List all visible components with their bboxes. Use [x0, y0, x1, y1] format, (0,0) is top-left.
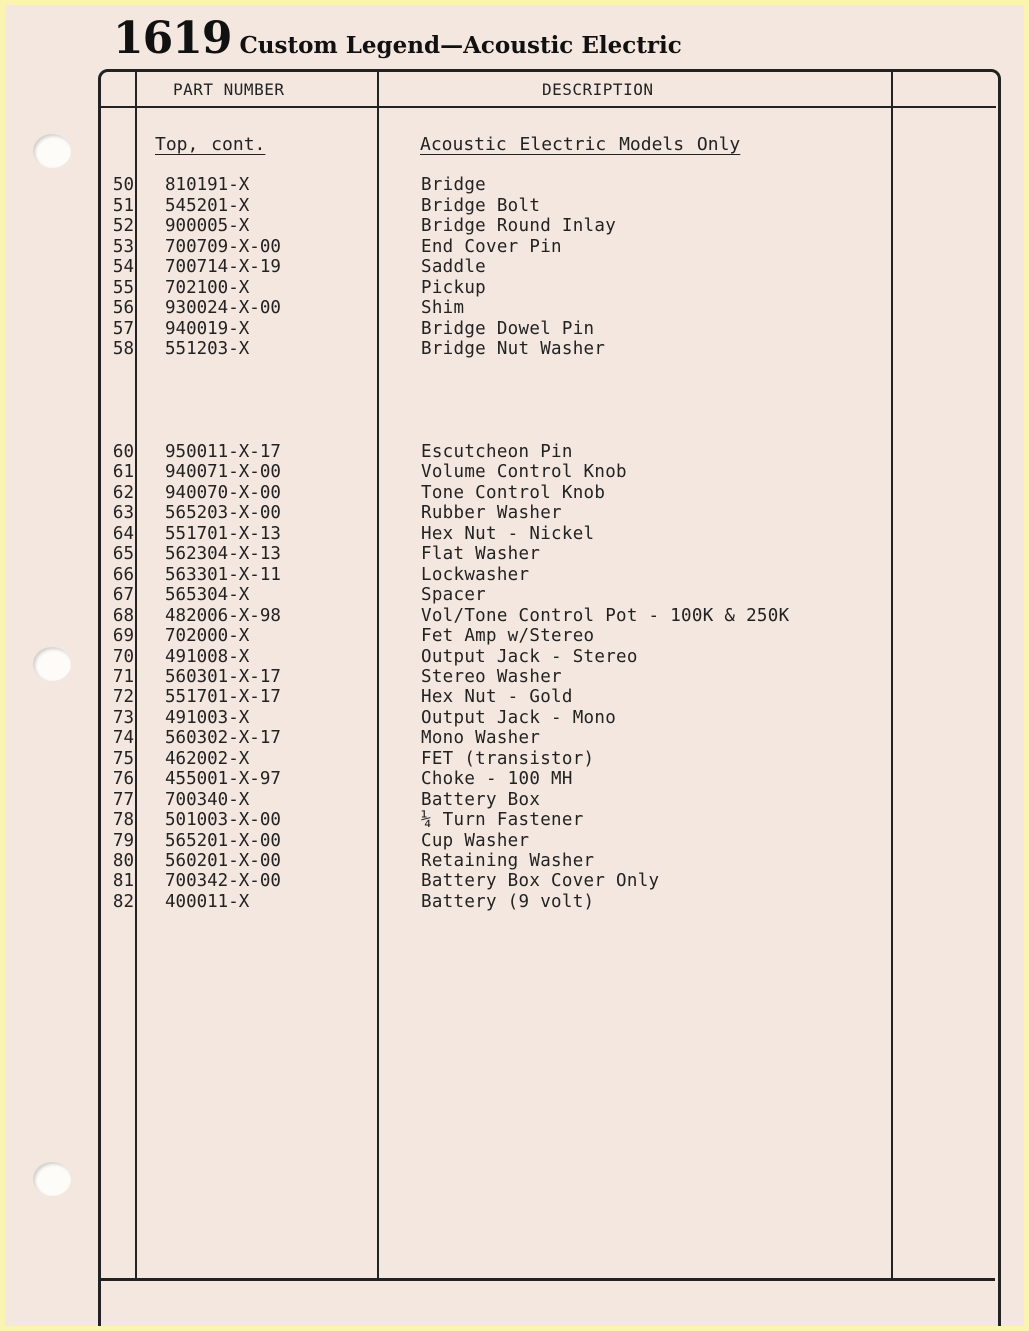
part-number: 400011-X	[165, 891, 250, 912]
part-description: Battery Box	[421, 789, 541, 810]
item-number: 65	[112, 544, 134, 565]
part-description: Bridge Nut Washer	[421, 339, 606, 359]
table-row	[5, 544, 1024, 564]
part-description: Stereo Washer	[421, 666, 562, 687]
part-description: Shim	[421, 298, 465, 318]
item-number: 81	[112, 871, 134, 892]
item-number: 69	[112, 626, 134, 647]
part-number: 563301-X-11	[165, 564, 281, 585]
table-row	[5, 196, 1024, 216]
part-number: 700709-X-00	[165, 236, 281, 257]
table-row	[5, 749, 1024, 769]
part-description: Vol/Tone Control Pot - 100K & 250K	[421, 605, 790, 626]
table-row	[5, 216, 1024, 236]
table-row	[5, 851, 1024, 871]
item-number: 73	[112, 707, 134, 728]
part-number: 940019-X	[165, 318, 250, 339]
part-number: 560302-X-17	[165, 728, 281, 749]
table-row	[5, 462, 1024, 482]
parts-table	[5, 5, 1024, 1326]
item-number: 74	[112, 728, 134, 749]
part-number: 551701-X-17	[165, 687, 281, 708]
part-description: Choke - 100 MH	[421, 769, 573, 790]
part-number: 700342-X-00	[165, 871, 281, 892]
section-part-label: Top, cont.	[155, 134, 266, 155]
part-description: Mono Washer	[421, 728, 541, 749]
part-description: Volume Control Knob	[421, 462, 627, 483]
item-number: 70	[112, 646, 134, 667]
catalog-page	[5, 5, 1024, 1326]
part-number: 700340-X	[165, 789, 250, 810]
item-number: 60	[112, 442, 134, 462]
part-description: Bridge Bolt	[421, 195, 541, 216]
part-number: 491008-X	[165, 646, 250, 667]
section-description-label: Acoustic Electric Models Only	[420, 134, 741, 155]
table-row	[5, 892, 1024, 912]
table-row	[5, 687, 1024, 707]
item-number: 76	[112, 769, 134, 790]
item-number: 53	[112, 236, 134, 257]
item-number: 51	[112, 195, 134, 216]
table-row	[5, 175, 1024, 195]
table-row	[5, 769, 1024, 789]
column-header-description: DESCRIPTION	[542, 80, 654, 99]
part-description: End Cover Pin	[421, 236, 562, 257]
table-row	[5, 606, 1024, 626]
table-row	[5, 871, 1024, 891]
part-description: Rubber Washer	[421, 503, 562, 524]
item-number: 50	[112, 175, 134, 195]
table-row	[5, 237, 1024, 257]
part-description: Escutcheon Pin	[421, 442, 573, 462]
part-number: 455001-X-97	[165, 769, 281, 790]
part-description: Retaining Washer	[421, 851, 595, 871]
part-description: Output Jack - Stereo	[421, 646, 638, 667]
part-number: 565201-X-00	[165, 830, 281, 851]
table-row	[5, 831, 1024, 851]
part-description: Lockwasher	[421, 564, 530, 585]
item-number: 52	[112, 216, 134, 236]
part-description: Spacer	[421, 585, 487, 606]
item-number: 64	[112, 523, 134, 544]
part-description: Bridge	[421, 175, 487, 195]
table-row	[5, 442, 1024, 462]
header-divider	[100, 106, 996, 108]
table-row	[5, 298, 1024, 318]
part-number: 560301-X-17	[165, 666, 281, 687]
part-description: Battery (9 volt)	[421, 891, 595, 912]
table-row	[5, 728, 1024, 748]
table-row	[5, 319, 1024, 339]
part-number: 462002-X	[165, 748, 250, 769]
part-number: 702100-X	[165, 277, 250, 298]
item-number: 67	[112, 585, 134, 606]
part-description: Bridge Round Inlay	[421, 216, 617, 236]
part-number: 545201-X	[165, 195, 250, 216]
item-number: 61	[112, 462, 134, 483]
table-row	[5, 626, 1024, 646]
part-description: Saddle	[421, 257, 487, 277]
table-bottom-edge	[98, 1278, 995, 1281]
part-number: 950011-X-17	[165, 442, 281, 462]
part-number: 565203-X-00	[165, 503, 281, 524]
item-number: 82	[112, 891, 134, 912]
part-description: ¼ Turn Fastener	[421, 810, 584, 831]
part-description: Battery Box Cover Only	[421, 871, 660, 892]
part-number: 930024-X-00	[165, 298, 281, 318]
part-number: 551701-X-13	[165, 523, 281, 544]
table-row	[5, 790, 1024, 810]
part-description: Fet Amp w/Stereo	[421, 626, 595, 647]
part-number: 702000-X	[165, 626, 250, 647]
part-description: Cup Washer	[421, 830, 530, 851]
item-number: 78	[112, 810, 134, 831]
part-number: 560201-X-00	[165, 851, 281, 871]
part-number: 482006-X-98	[165, 605, 281, 626]
model-number: 1619	[113, 13, 232, 64]
item-number: 75	[112, 748, 134, 769]
table-row	[5, 278, 1024, 298]
item-number: 72	[112, 687, 134, 708]
item-number: 79	[112, 830, 134, 851]
item-number: 56	[112, 298, 134, 318]
table-row	[5, 524, 1024, 544]
table-row	[5, 503, 1024, 523]
part-number: 562304-X-13	[165, 544, 281, 565]
item-number: 57	[112, 318, 134, 339]
item-number: 66	[112, 564, 134, 585]
part-number: 501003-X-00	[165, 810, 281, 831]
item-number: 68	[112, 605, 134, 626]
item-number: 58	[112, 339, 134, 359]
part-number: 491003-X	[165, 707, 250, 728]
table-row	[5, 565, 1024, 585]
table-row	[5, 257, 1024, 277]
part-number: 900005-X	[165, 216, 250, 236]
part-description: Hex Nut - Nickel	[421, 523, 595, 544]
table-row	[5, 339, 1024, 359]
part-description: Tone Control Knob	[421, 482, 606, 503]
part-number: 565304-X	[165, 585, 250, 606]
part-description: Hex Nut - Gold	[421, 687, 573, 708]
column-header-part-number: PART NUMBER	[173, 80, 285, 99]
table-row	[5, 810, 1024, 830]
item-number: 63	[112, 503, 134, 524]
part-description: Flat Washer	[421, 544, 541, 565]
part-number: 700714-X-19	[165, 257, 281, 277]
item-number: 77	[112, 789, 134, 810]
part-description: Bridge Dowel Pin	[421, 318, 595, 339]
item-number: 80	[112, 851, 134, 871]
part-number: 940071-X-00	[165, 462, 281, 483]
item-number: 55	[112, 277, 134, 298]
table-row	[5, 647, 1024, 667]
part-number: 810191-X	[165, 175, 250, 195]
item-number: 71	[112, 666, 134, 687]
item-number: 62	[112, 482, 134, 503]
part-number: 940070-X-00	[165, 482, 281, 503]
part-description: Output Jack - Mono	[421, 707, 617, 728]
part-description: FET (transistor)	[421, 748, 595, 769]
model-title: Custom Legend—Acoustic Electric	[239, 32, 682, 59]
part-description: Pickup	[421, 277, 487, 298]
table-row	[5, 667, 1024, 687]
part-number: 551203-X	[165, 339, 250, 359]
table-row	[5, 483, 1024, 503]
table-row	[5, 708, 1024, 728]
table-row	[5, 585, 1024, 605]
item-number: 54	[112, 257, 134, 277]
